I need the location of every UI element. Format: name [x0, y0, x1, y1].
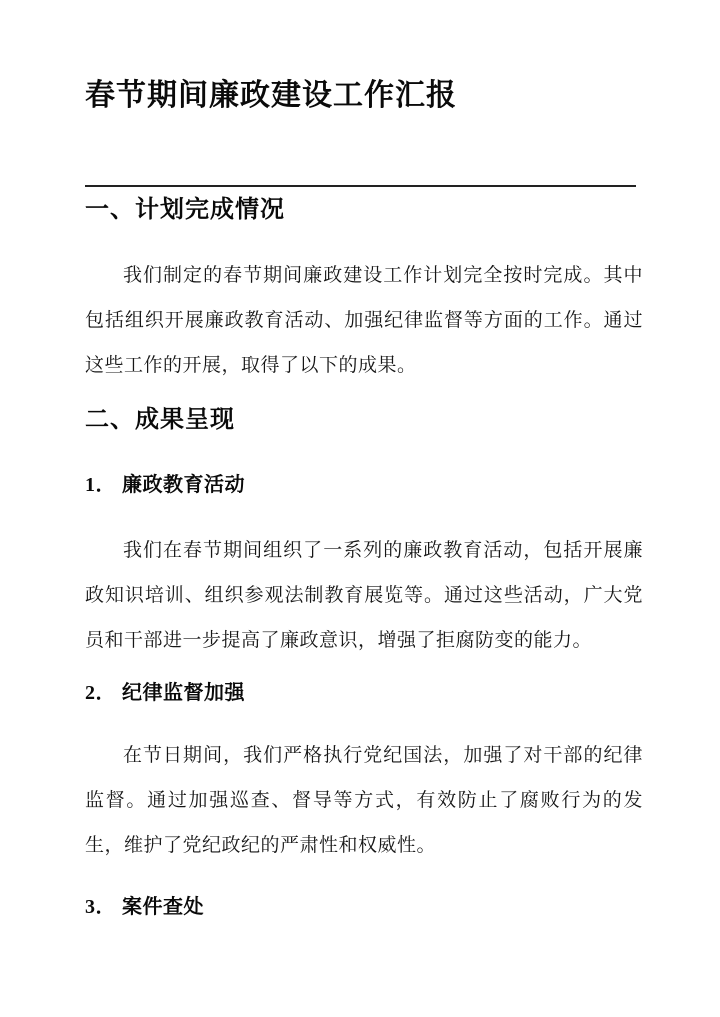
subsection-1-paragraph: 我们在春节期间组织了一系列的廉政教育活动，包括开展廉政知识培训、组织参观法制教育展览等。通过这些活动，广大党员和干部进一步提高了廉政意识，增强了拒腐防变的能力。: [85, 540, 643, 651]
subsection-3-title: 案件查处: [122, 896, 204, 918]
section-1-paragraph: 我们制定的春节期间廉政建设工作计划完全按时完成。其中包括组织开展廉政教育活动、加强纪律监督等方面的工作。通过这些工作的开展，取得了以下的成果。: [85, 265, 643, 376]
subsection-1-heading: [85, 472, 643, 499]
subsection-2-heading: [85, 680, 643, 707]
title-divider-rule: [85, 185, 636, 187]
subsection-2-number: 2．: [85, 682, 116, 704]
subsection-2-paragraph: 在节日期间，我们严格执行党纪国法，加强了对干部的纪律监督。通过加强巡查、督导等方式，有效防止了腐败行为的发生，维护了党纪政纪的严肃性和权威性。: [85, 745, 643, 856]
subsection-1-title: 廉政教育活动: [122, 474, 245, 496]
subsection-3-heading: [85, 894, 643, 921]
document-title: 春节期间廉政建设工作汇报: [85, 79, 457, 112]
section-2-heading: 二、成果呈现: [85, 407, 235, 433]
section-1-heading: 一、计划完成情况: [85, 197, 285, 223]
subsection-2-title: 纪律监督加强: [122, 682, 245, 704]
subsection-1-number: 1．: [85, 474, 116, 496]
subsection-3-number: 3．: [85, 896, 116, 918]
